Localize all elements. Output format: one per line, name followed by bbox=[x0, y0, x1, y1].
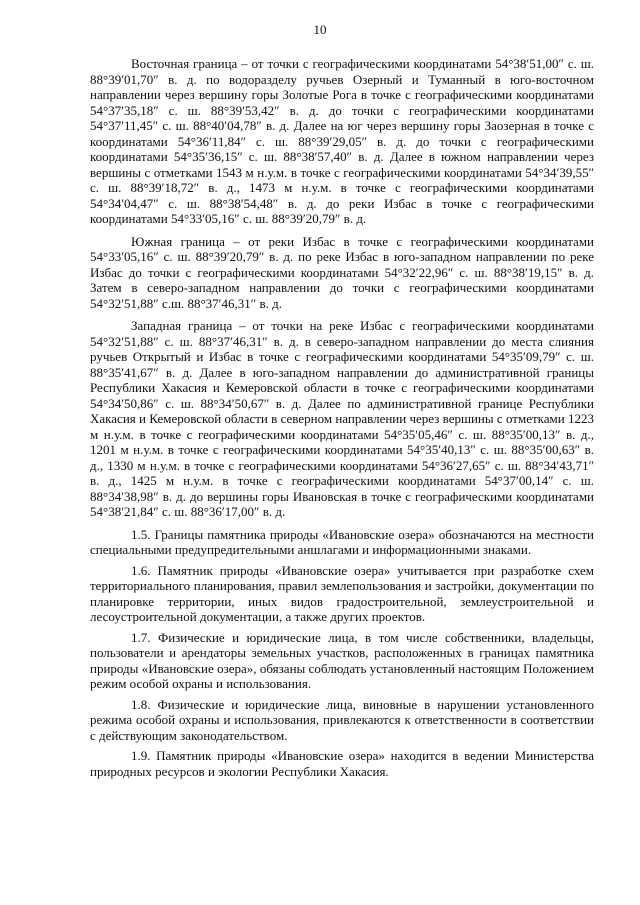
paragraph-western-boundary: Западная граница – от точки на реке Избас с географическими координатами 54°32′51,88″ с. ш. 88°37′46,31″ в. д. в северо-западном направлении до места слияния ручьев Открытый и Избас в точке с географическими координатами 54°35′09,79″ с. ш. 88°35′41,67″ в. д. Далее в юго-западном направлении до административной границы Республики Хакасия и Кемеровской области в точке с географическими координатами 54°34′50,86″ с. ш. 88°34′50,67″ в. д. Далее по административной границе Республики Хакасия и Кемеровской области в северном направлении через вершины с отметками 1223 м н.у.м. в точке с географическими координатами 54°35′05,46″ с. ш. 88°35′00,13″ в. д., 1201 м н.у.м. в точке с географическими координатами 54°35′40,13″ с. ш. 88°35′00,63″ в. д., 1330 м н.у.м. в точке с географическими координатами 54°36′27,65″ с. ш. 88°34′43,71″ в. д., 1425 м н.у.м. в точке с географическими координатами 54°37′00,14″ с. ш. 88°34′38,98″ в. д. до вершины горы Ивановская в точке с географическими координатами 54°38′21,84″ с. ш. 88°36′17,00″ в. д. bbox=[90, 318, 594, 519]
document-body bbox=[90, 56, 594, 784]
paragraph-1-9: 1.9. Памятник природы «Ивановские озера» находится в ведении Министерства природных ресурсов и экологии Республики Хакасия. bbox=[90, 748, 594, 779]
paragraph-southern-boundary: Южная граница – от реки Избас в точке с географическими координатами 54°33′05,16″ с. ш. 88°39′20,79″ в. д. по реке Избас в юго-западном направлении по реке Избас до точки с географическими координатами 54°32′22,96″ с. ш. 88°38′19,15″ в. д. Затем в северо-западном направлении до точки с географическими координатами 54°32′51,88″ с.ш. 88°37′46,31″ в. д. bbox=[90, 233, 594, 311]
paragraph-eastern-boundary: Восточная граница – от точки с географическими координатами 54°38′51,00″ с. ш. 88°39′01,70″ в. д. по водоразделу ручьев Озерный и Туманный в юго-восточном направлении через вершину горы Золотые Рога в точке с географическими координатами 54°37′35,18″ с. ш. 88°39′53,42″ в. д. до точки с географическими координатами 54°37′11,45″ с. ш. 88°40′04,78″ в. д. Далее на юг через вершину горы Заозерная в точке с координатами 54°36′11,84″ с. ш. 88°39′29,05″ в. д. до точки с географическими координатами 54°35′36,15″ с. ш. 88°38′57,40″ в. д. Далее в южном направлении через вершины с отметками 1543 м н.у.м. в точке с географическими координатами 54°34′39,55″ с. ш. 88°39′18,72″ в. д., 1473 м н.у.м. в точке с географическими координатами 54°34′04,47″ с. ш. 88°38′54,48″ в. д. до реки Избас в точке с географическими координатами 54°33′05,16″ с. ш. 88°39′20,79″ в. д. bbox=[90, 56, 594, 226]
paragraph-1-8: 1.8. Физические и юридические лица, виновные в нарушении установленного режима особой охраны и использования, привлекаются к ответственности в соответствии с действующим законодательством. bbox=[90, 696, 594, 743]
page-number: 10 bbox=[313, 22, 327, 37]
paragraph-1-6: 1.6. Памятник природы «Ивановские озера» учитывается при разработке схем территориального планирования, правил землепользования и застройки, документации по планировке территории, иных видов градостроительной, землеустроительной и лесоустроительной документации, а также других проектов. bbox=[90, 562, 594, 624]
paragraph-1-7: 1.7. Физические и юридические лица, в том числе собственники, владельцы, пользователи и арендаторы земельных участков, расположенных в границах памятника природы «Ивановские озера», обязаны соблюдать установленный настоящим Положением режим особой охраны и использования. bbox=[90, 629, 594, 691]
paragraph-1-5: 1.5. Границы памятника природы «Ивановские озера» обозначаются на местности специальными предупредительными аншлагами и информационными знаками. bbox=[90, 526, 594, 557]
